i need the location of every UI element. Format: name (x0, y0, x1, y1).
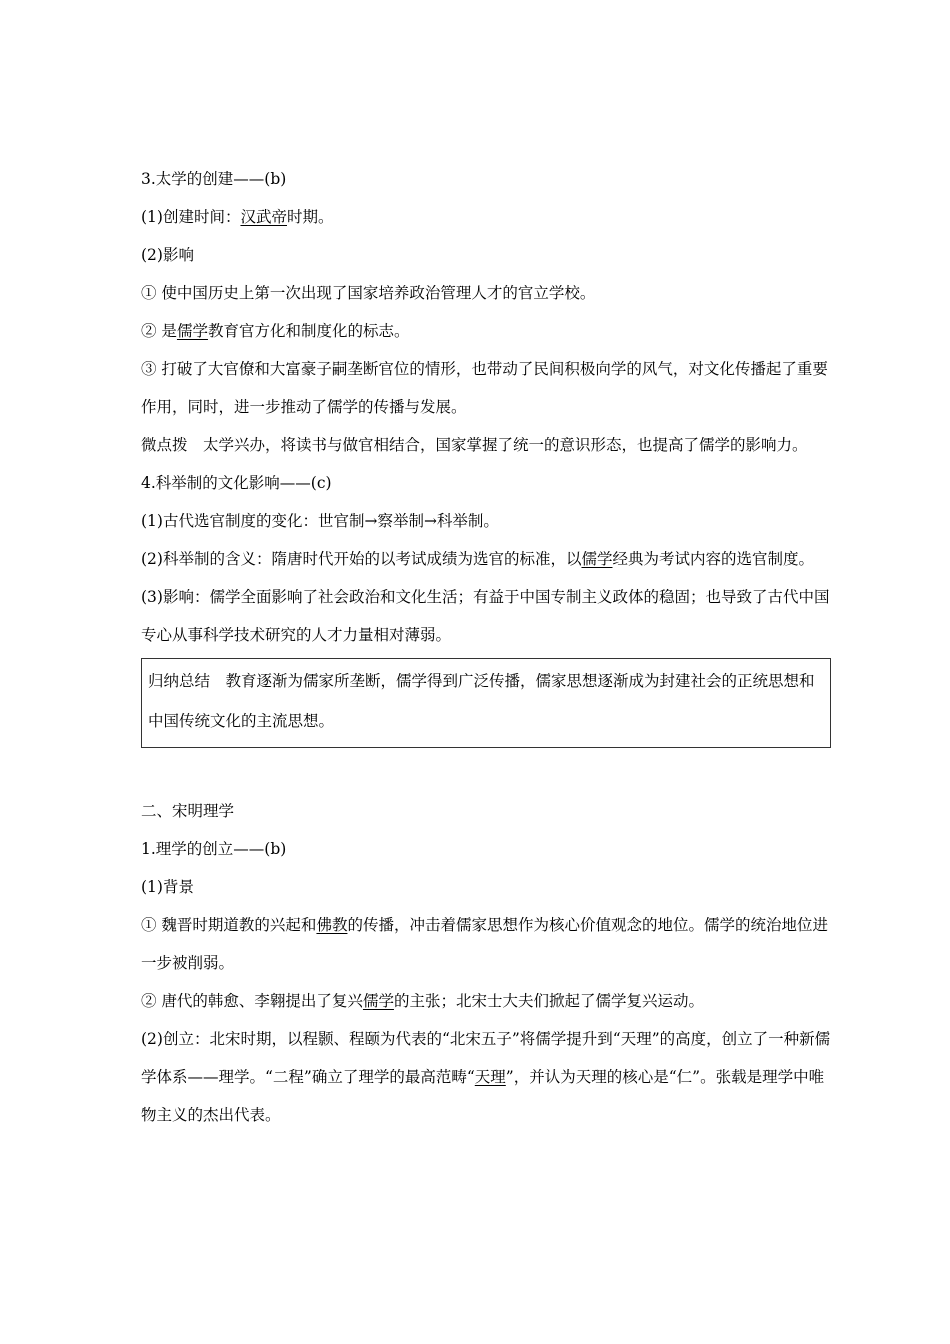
background-item-2: ② 唐代的韩愈、李翱提出了复兴儒学的主张；北宋士大夫们掀起了儒学复兴运动。 (141, 992, 704, 1010)
part-heading-lixue: 二、宋明理学 (141, 802, 235, 820)
impact-item-3: ③ 打破了大官僚和大富豪子嗣垄断官位的情形，也带动了民间积极向学的风气，对文化传播起了重要作用，同时，进一步推动了儒学的传播与发展。 (141, 360, 828, 416)
spacer (141, 754, 831, 792)
background-item-1: ① 魏晋时期道教的兴起和佛教的传播，冲击着儒家思想作为核心价值观念的地位。儒学的统治地位进一步被削弱。 (141, 916, 828, 972)
summary-text: 归纳总结 教育逐渐为儒家所垄断，儒学得到广泛传播，儒家思想逐渐成为封建社会的正统思想和中国传统文化的主流思想。 (148, 672, 815, 730)
founding-paragraph: (2)创立：北宋时期，以程颢、程颐为代表的“北宋五子”将儒学提升到“天理”的高度，创立了一种新儒学体系——理学。“二程”确立了理学的最高范畴“天理”，并认为天理的核心是“仁”。张载是理学中唯物主义的杰出代表。 (141, 1030, 831, 1124)
section-heading-keju: 4.科举制的文化影响——(c) (141, 474, 332, 492)
impact-item-2: ② 是儒学教育官方化和制度化的标志。 (141, 322, 410, 340)
keju-change: (1)古代选官制度的变化：世官制→察举制→科举制。 (141, 512, 499, 530)
impact-item-1: ① 使中国历史上第一次出现了国家培养政治管理人才的官立学校。 (141, 284, 596, 302)
section-heading-taixue: 3.太学的创建——(b) (141, 170, 287, 188)
summary-box (141, 658, 831, 748)
impact-heading: (2)影响 (141, 246, 194, 264)
keju-meaning: (2)科举制的含义：隋唐时代开始的以考试成绩为选官的标准，以儒学经典为考试内容的选官制度。 (141, 550, 814, 568)
keju-impact: (3)影响：儒学全面影响了社会政治和文化生活；有益于中国专制主义政体的稳固；也导致了古代中国专心从事科学技术研究的人才力量相对薄弱。 (141, 588, 830, 644)
document-body (141, 160, 831, 1134)
background-heading: (1)背景 (141, 878, 194, 896)
tip-paragraph: 微点拨 太学兴办，将读书与做官相结合，国家掌握了统一的意识形态，也提高了儒学的影响力。 (141, 436, 808, 454)
section-heading-lixue-founding: 1.理学的创立——(b) (141, 840, 287, 858)
founding-time: (1)创建时间：汉武帝时期。 (141, 208, 334, 226)
